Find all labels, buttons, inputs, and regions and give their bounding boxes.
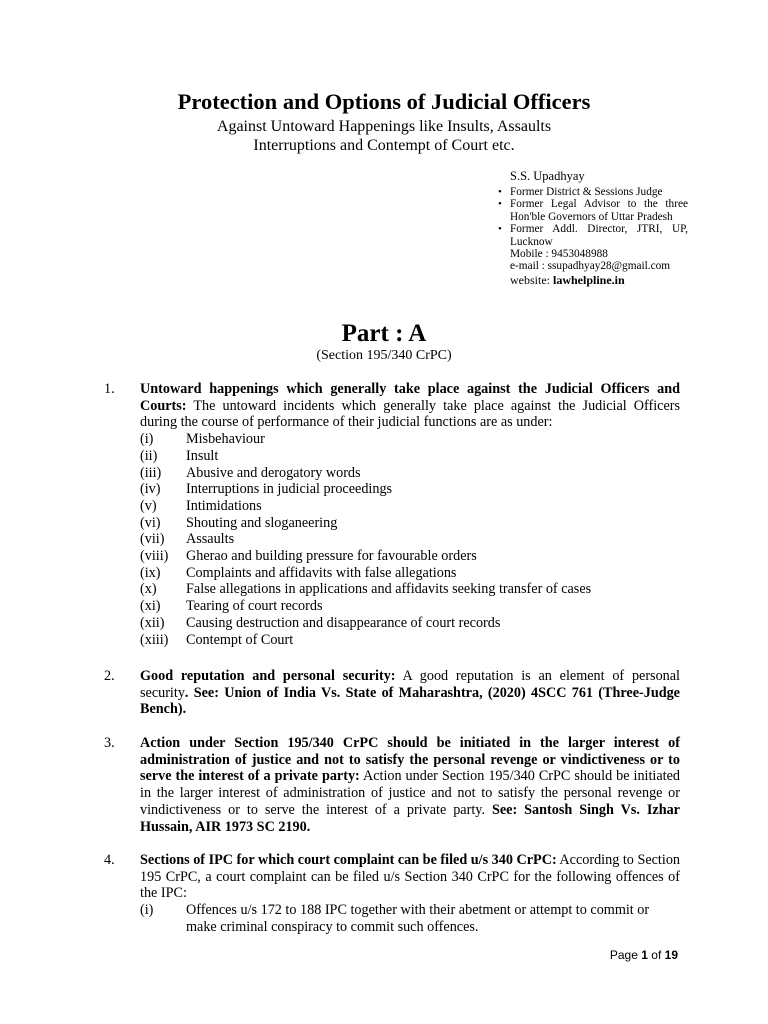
list-item bbox=[140, 481, 680, 498]
document-title: Protection and Options of Judicial Officers bbox=[177, 89, 591, 114]
roman-list bbox=[140, 902, 680, 935]
paragraph-text bbox=[140, 381, 680, 431]
list-item bbox=[140, 632, 680, 649]
list-item-number: (ix) bbox=[140, 564, 161, 581]
list-item-number: (i) bbox=[140, 431, 154, 448]
paragraph-number: 3. bbox=[104, 735, 115, 751]
author-website-line bbox=[510, 273, 688, 287]
paragraph-3 bbox=[104, 735, 680, 835]
list-item-text: Assaults bbox=[186, 531, 235, 548]
author-name: S.S. Upadhyay bbox=[510, 169, 585, 183]
paragraph-2 bbox=[104, 668, 680, 718]
list-item bbox=[140, 465, 680, 482]
list-item-text: Abusive and derogatory words bbox=[186, 464, 361, 481]
list-item-number: (v) bbox=[140, 497, 157, 514]
list-item bbox=[140, 565, 680, 582]
list-item-text: False allegations in applications and affidavits seeking transfer of cases bbox=[186, 581, 592, 598]
roman-list bbox=[140, 431, 680, 648]
author-website-link[interactable]: lawhelpline.in bbox=[553, 272, 625, 287]
paragraph-number: 4. bbox=[104, 852, 115, 868]
paragraph-citation: . See: Union of India Vs. State of Maharashtra, (2020) 4SCC 761 (Three-Judge Bench). bbox=[140, 684, 680, 718]
paragraph-heading: Untoward happenings which generally take place against the Judicial Officers and Courts: bbox=[140, 381, 680, 414]
paragraph-4 bbox=[104, 852, 680, 936]
page-of: of bbox=[651, 948, 662, 962]
author-email: e-mail : ssupadhyay28@gmail.com bbox=[510, 260, 671, 273]
author-website-label: website: bbox=[510, 272, 550, 287]
list-item-number: (xi) bbox=[140, 598, 161, 615]
list-item bbox=[140, 431, 680, 448]
list-item bbox=[140, 531, 680, 548]
list-item-number: (xiii) bbox=[140, 631, 169, 648]
document-subtitle-line1: Against Untoward Happenings like Insults, Assaults bbox=[216, 118, 552, 135]
list-item-number: (vi) bbox=[140, 514, 161, 531]
list-item-text: Complaints and affidavits with false allegations bbox=[186, 564, 457, 581]
page-current: 1 bbox=[641, 948, 648, 962]
list-item-text: Insult bbox=[186, 447, 219, 464]
list-item bbox=[140, 448, 680, 465]
page-label: Page bbox=[609, 948, 638, 962]
document-subtitle-line2: Interruptions and Contempt of Court etc. bbox=[253, 137, 515, 154]
list-item-number: (ii) bbox=[140, 447, 158, 464]
author-mobile: Mobile : 9453048988 bbox=[510, 248, 608, 261]
author-position: • Former Legal Advisor to the three Hon'ble Governors of Uttar Pradesh bbox=[498, 198, 688, 223]
paragraph-body bbox=[140, 668, 680, 718]
list-item-number: (iv) bbox=[140, 481, 161, 498]
paragraph-body bbox=[140, 735, 680, 835]
author-block bbox=[498, 169, 688, 287]
list-item-text: Misbehaviour bbox=[186, 431, 265, 448]
paragraph-heading: Sections of IPC for which court complaint can be filed u/s 340 CrPC: bbox=[140, 852, 557, 868]
list-item-text: Offences u/s 172 to 188 IPC together with their abetment or attempt to commit or make criminal conspiracy to commit such offences. bbox=[186, 902, 650, 935]
list-item bbox=[140, 581, 680, 598]
list-item-text: Contempt of Court bbox=[186, 631, 294, 648]
author-positions-list bbox=[498, 186, 688, 248]
list-item-text: Causing destruction and disappearance of court records bbox=[186, 614, 501, 631]
author-position: • Former Addl. Director, JTRI, UP, Lucknow bbox=[498, 223, 688, 248]
list-item-text: Tearing of court records bbox=[186, 598, 323, 615]
list-item bbox=[140, 515, 680, 532]
list-item bbox=[140, 615, 680, 632]
author-contact bbox=[498, 248, 688, 287]
list-item bbox=[140, 548, 680, 565]
part-title: Part : A bbox=[341, 320, 427, 347]
paragraph-number: 1. bbox=[104, 381, 115, 397]
page-footer bbox=[610, 948, 678, 962]
paragraph-content: A good reputation is an element of personal security bbox=[140, 668, 681, 701]
paragraph-content: According to Section 195 CrPC, a court complaint can be filed u/s Section 340 CrPC for the following offences of the IPC: bbox=[140, 852, 681, 902]
paragraph-text bbox=[140, 852, 680, 902]
list-item-text: Gherao and building pressure for favourable orders bbox=[186, 548, 477, 565]
list-item bbox=[140, 902, 680, 935]
paragraph-1 bbox=[104, 381, 680, 648]
paragraph-citation: See: Santosh Singh Vs. Izhar Hussain, AIR 1973 SC 2190. bbox=[140, 801, 680, 835]
part-subtitle: (Section 195/340 CrPC) bbox=[316, 348, 452, 363]
list-item-number: (i) bbox=[140, 902, 154, 919]
list-item-text: Interruptions in judicial proceedings bbox=[186, 481, 393, 498]
paragraph-content: The untoward incidents which generally take place against the Judicial Officers during the course of performance of their judicial functions are as under: bbox=[140, 397, 680, 431]
paragraph-body bbox=[140, 852, 680, 936]
list-item-text: Shouting and sloganeering bbox=[186, 514, 338, 531]
author-position: • Former District & Sessions Judge bbox=[498, 186, 688, 198]
paragraph-number: 2. bbox=[104, 668, 115, 684]
list-item-number: (iii) bbox=[140, 464, 162, 481]
paragraph-heading: Action under Section 195/340 CrPC should be initiated in the larger interest of administration of justice and not to satisfy the personal revenge or vindictiveness or to serve the interest of a private party: bbox=[140, 735, 680, 785]
page-total: 19 bbox=[664, 948, 678, 962]
paragraph-body bbox=[140, 381, 680, 648]
list-item-number: (vii) bbox=[140, 531, 165, 548]
list-item-number: (viii) bbox=[140, 548, 169, 565]
list-item-number: (xii) bbox=[140, 614, 165, 631]
list-item bbox=[140, 498, 680, 515]
paragraph-content: Action under Section 195/340 CrPC should be initiated in the larger interest of administration of justice and not to satisfy the personal revenge or vindictiveness or to serve the interest of a private party. bbox=[140, 768, 680, 818]
list-item-number: (x) bbox=[140, 581, 157, 598]
list-item bbox=[140, 598, 680, 615]
paragraph-heading: Good reputation and personal security: bbox=[140, 668, 396, 684]
list-item-text: Intimidations bbox=[186, 497, 262, 514]
